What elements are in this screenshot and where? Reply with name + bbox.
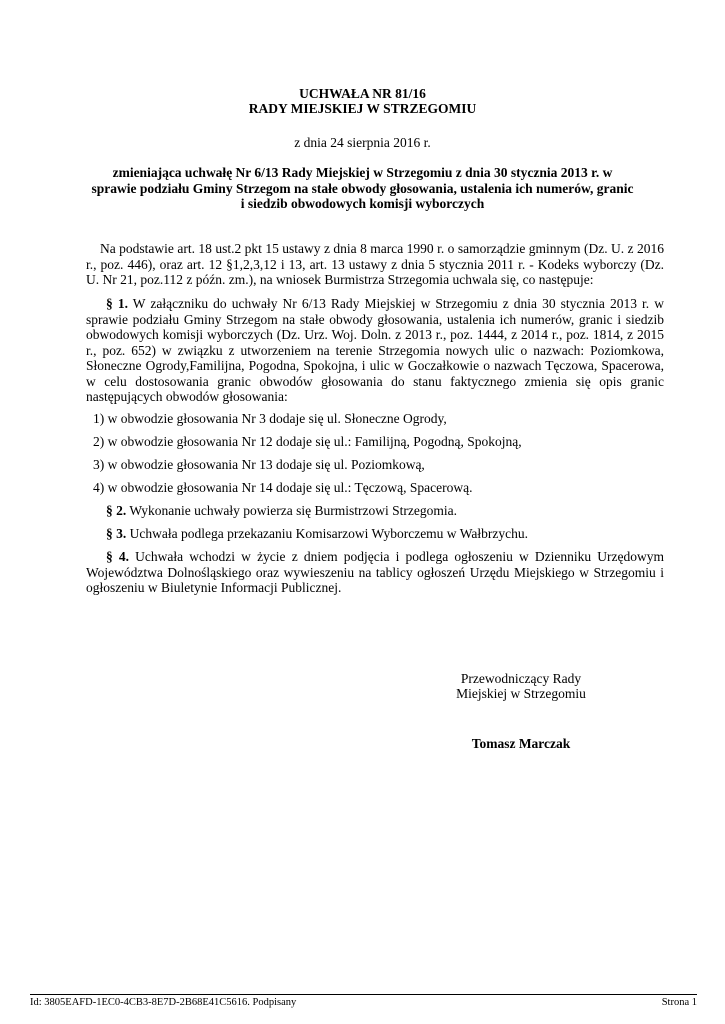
list-item: 1) w obwodzie głosowania Nr 3 dodaje się ul. Słoneczne Ogrody, bbox=[93, 411, 447, 426]
section-3-text: Uchwała podlega przekazaniu Komisarzowi Wyborczemu w Wałbrzychu. bbox=[126, 526, 528, 541]
legal-basis-paragraph: Na podstawie art. 18 ust.2 pkt 15 ustawy z dnia 8 marca 1990 r. o samorządzie gminnym (Dz. U. z 2016 r., poz. 446), oraz art. 12 §1,2,3,12 i 13, art. 13 ustawy z dnia 5 stycznia 2011 r. - Kodeks wyborczy (Dz. U. Nr 21, poz.112 z późn. zm.), na wniosek Burmistrza Strzegomia uchwala się, co następuje: bbox=[86, 241, 664, 287]
section-2-mark: § 2. bbox=[106, 503, 127, 518]
footer-divider bbox=[30, 994, 697, 995]
signatory-role-line1: Przewodniczący Rady bbox=[460, 671, 582, 686]
page-number: Strona 1 bbox=[661, 997, 697, 1008]
resolution-subject: zmieniająca uchwałę Nr 6/13 Rady Miejskiej w Strzegomiu z dnia 30 stycznia 2013 r. w sprawie podziału Gminy Strzegom na stałe obwody głosowania, ustalenia ich numerów, granic i siedzib obwodowych komisji wyborczych bbox=[91, 165, 634, 211]
section-1-mark: § 1. bbox=[106, 296, 128, 311]
resolution-date: z dnia 24 sierpnia 2016 r. bbox=[294, 135, 431, 150]
list-item: 2) w obwodzie głosowania Nr 12 dodaje się ul.: Familijną, Pogodną, Spokojną, bbox=[93, 434, 522, 449]
section-4-mark: § 4. bbox=[106, 549, 130, 564]
document-id: Id: 3805EAFD-1EC0-4CB3-8E7D-2B68E41C5616. Podpisany bbox=[30, 997, 297, 1008]
section-3-mark: § 3. bbox=[106, 526, 127, 541]
list-item: 3) w obwodzie głosowania Nr 13 dodaje się ul. Poziomkową, bbox=[93, 457, 425, 472]
section-4-text: Uchwała wchodzi w życie z dniem podjęcia i podlega ogłoszeniu w Dzienniku Urzędowym Województwa Dolnośląskiego oraz wywieszeniu na tablicy ogłoszeń Urzędu Miejskiego w Strzegomiu i ogłoszeniu w Biuletynie Informacji Publicznej. bbox=[86, 549, 665, 595]
section-1-paragraph bbox=[86, 296, 664, 405]
resolution-title: UCHWAŁA NR 81/16 bbox=[299, 86, 426, 101]
signatory-role-line2: Miejskiej w Strzegomiu bbox=[456, 686, 586, 701]
council-name: RADY MIEJSKIEJ W STRZEGOMIU bbox=[248, 101, 477, 116]
section-2-paragraph bbox=[106, 503, 457, 519]
section-1-text: W załączniku do uchwały Nr 6/13 Rady Miejskiej w Strzegomiu z dnia 30 stycznia 2013 r. w sprawie podziału Gminy Strzegom na stałe obwody głosowania, ustalenia ich numerów, granic i siedzib obwodowych komisji wyborczych (Dz. Urz. Woj. Doln. z 2013 r., poz. 1444, z 2014 r., poz. 1814, z 2015 r., poz. 652) w związku z utworzeniem na terenie Strzegomia nowych ulic o nazwach: Poziomkowa, Słoneczne Ogrody,Familijna, Pogodna, Spokojna, i ulic w Goczałkowie o nazwach Tęczowa, Spacerowa, w celu dostosowania granic obwodów głosowania do stanu faktycznego zmienia się opis granic następujących obwodów głosowania: bbox=[86, 296, 665, 404]
section-2-text: Wykonanie uchwały powierza się Burmistrzowi Strzegomia. bbox=[126, 503, 457, 518]
list-item: 4) w obwodzie głosowania Nr 14 dodaje się ul.: Tęczową, Spacerową. bbox=[93, 480, 473, 495]
section-4-paragraph bbox=[86, 549, 664, 596]
section-3-paragraph bbox=[106, 526, 528, 542]
signatory-name: Tomasz Marczak bbox=[471, 736, 571, 751]
